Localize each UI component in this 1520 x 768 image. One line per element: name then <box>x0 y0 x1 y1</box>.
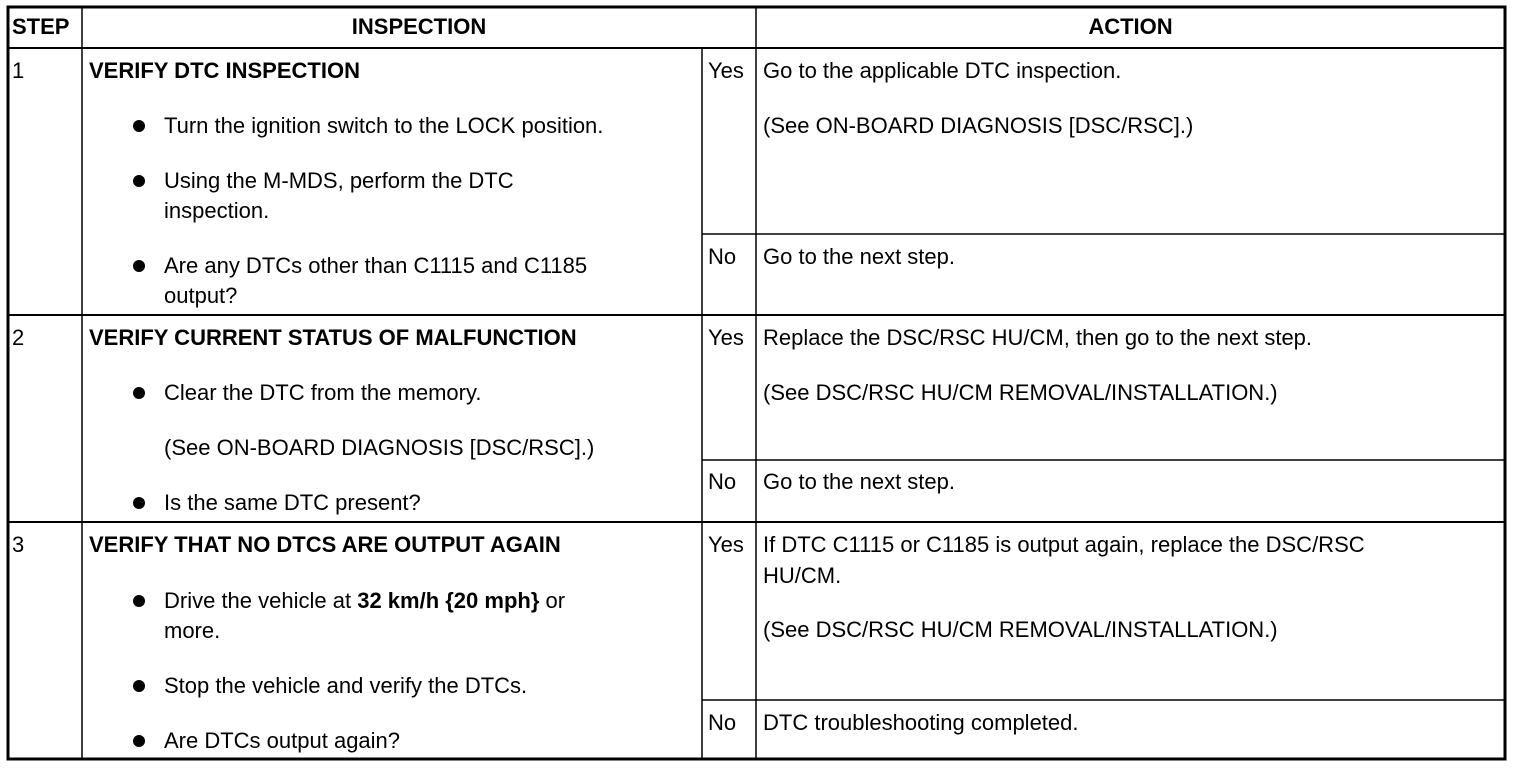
bullet-icon <box>133 175 145 187</box>
step-number: 3 <box>12 532 25 557</box>
inspection-item-cont: inspection. <box>164 198 270 223</box>
inspection-item: Using the M-MDS, perform the DTC <box>164 168 514 193</box>
step-title: VERIFY THAT NO DTCS ARE OUTPUT AGAIN <box>89 532 561 557</box>
inspection-item: Clear the DTC from the memory. <box>164 380 482 405</box>
bullet-icon <box>133 735 145 747</box>
step-title: VERIFY DTC INSPECTION <box>89 58 360 83</box>
inspection-item: Turn the ignition switch to the LOCK position. <box>164 113 604 138</box>
yes-label: Yes <box>708 58 744 83</box>
bullet-icon <box>133 595 145 607</box>
bullet-icon <box>133 680 145 692</box>
yes-action: Replace the DSC/RSC HU/CM, then go to the next step. <box>763 325 1313 350</box>
step-number: 1 <box>12 58 25 83</box>
yes-action: If DTC C1115 or C1185 is output again, replace the DSC/RSC <box>763 532 1365 557</box>
yes-label: Yes <box>708 325 744 350</box>
yes-action-cont: HU/CM. <box>763 563 842 588</box>
inspection-item-post: or <box>539 588 566 613</box>
inspection-item-pre: Drive the vehicle at <box>164 588 358 613</box>
no-action: DTC troubleshooting completed. <box>763 710 1079 735</box>
speed-value: 32 km/h {20 mph} <box>357 588 540 613</box>
yes-action-ref: (See DSC/RSC HU/CM REMOVAL/INSTALLATION.) <box>763 617 1278 642</box>
bullet-icon <box>133 260 145 272</box>
bullet-icon <box>133 120 145 132</box>
no-action: Go to the next step. <box>763 244 956 269</box>
inspection-item: Stop the vehicle and verify the DTCs. <box>164 673 528 698</box>
step-title: VERIFY CURRENT STATUS OF MALFUNCTION <box>89 325 577 350</box>
no-label: No <box>708 710 737 735</box>
yes-action-ref: (See DSC/RSC HU/CM REMOVAL/INSTALLATION.) <box>763 380 1278 405</box>
no-action: Go to the next step. <box>763 469 956 494</box>
inspection-item-cont: output? <box>164 283 238 308</box>
header-inspection: INSPECTION <box>351 14 487 39</box>
header-action: ACTION <box>1088 14 1173 39</box>
header-step: STEP <box>12 14 70 39</box>
no-label: No <box>708 244 737 269</box>
inspection-item-cont: more. <box>164 618 221 643</box>
no-label: No <box>708 469 737 494</box>
inspection-item <box>164 586 565 616</box>
bullet-icon <box>133 497 145 509</box>
inspection-note: (See ON-BOARD DIAGNOSIS [DSC/RSC].) <box>164 435 595 460</box>
yes-label: Yes <box>708 532 744 557</box>
inspection-item: Is the same DTC present? <box>164 490 421 515</box>
inspection-item: Are any DTCs other than C1115 and C1185 <box>164 253 588 278</box>
yes-action: Go to the applicable DTC inspection. <box>763 58 1122 83</box>
yes-action-ref: (See ON-BOARD DIAGNOSIS [DSC/RSC].) <box>763 113 1194 138</box>
inspection-item: Are DTCs output again? <box>164 728 401 753</box>
bullet-icon <box>133 387 145 399</box>
step-number: 2 <box>12 325 25 350</box>
